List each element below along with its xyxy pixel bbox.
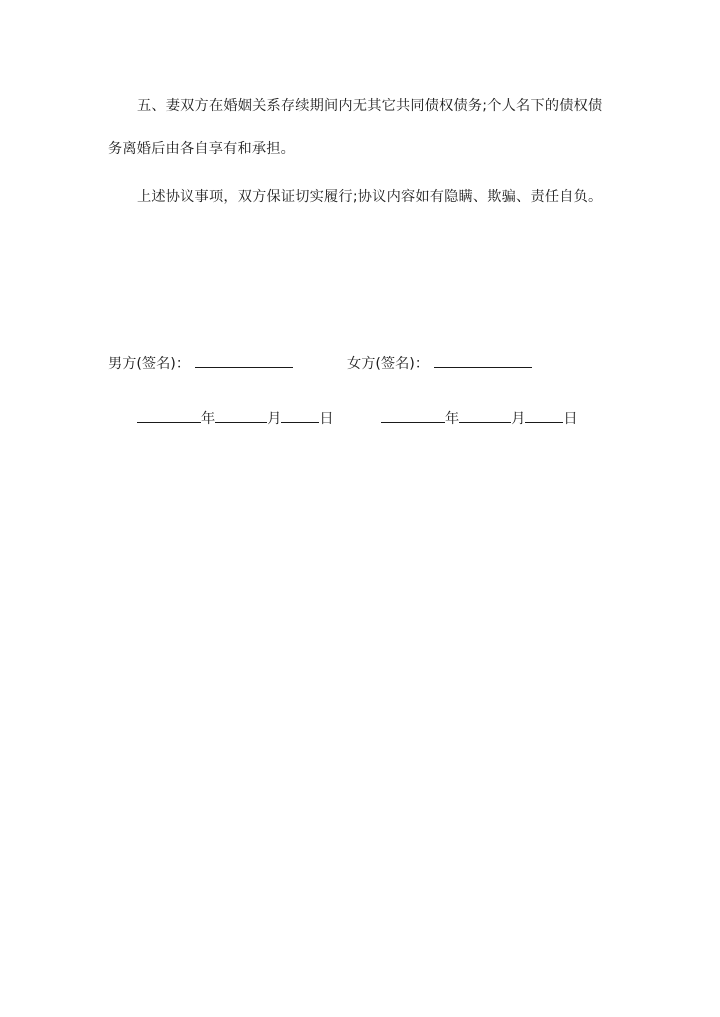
male-day-char: 日 (319, 411, 334, 427)
female-date (381, 405, 578, 433)
male-date (137, 405, 334, 433)
male-signature (108, 350, 293, 378)
date-row (137, 405, 597, 433)
closing-line: 上述协议事项，双方保证切实履行;协议内容如有隐瞒、欺骗、责任自负。 (137, 189, 603, 205)
female-signature (347, 350, 532, 378)
female-year-blank[interactable] (381, 405, 445, 423)
female-signature-blank[interactable] (434, 350, 532, 368)
clause-five-line-1: 五、妻双方在婚姻关系存续期间内无其它共同债权债务;个人名下的债权债 (137, 98, 603, 114)
male-year-char: 年 (201, 411, 216, 427)
female-day-char: 日 (563, 411, 578, 427)
male-signature-blank[interactable] (195, 350, 293, 368)
female-year-char: 年 (445, 411, 460, 427)
closing-paragraph (108, 176, 616, 219)
signature-row (108, 350, 628, 378)
female-month-char: 月 (511, 411, 526, 427)
male-year-blank[interactable] (137, 405, 201, 423)
male-month-blank[interactable] (215, 405, 267, 423)
female-day-blank[interactable] (525, 405, 563, 423)
clause-five-paragraph (108, 85, 616, 171)
female-signature-label: 女方(签名)： (347, 356, 430, 372)
male-month-char: 月 (267, 411, 282, 427)
female-month-blank[interactable] (459, 405, 511, 423)
male-signature-label: 男方(签名)： (108, 356, 191, 372)
clause-five-line-2: 务离婚后由各自享有和承担。 (108, 141, 296, 157)
male-day-blank[interactable] (281, 405, 319, 423)
